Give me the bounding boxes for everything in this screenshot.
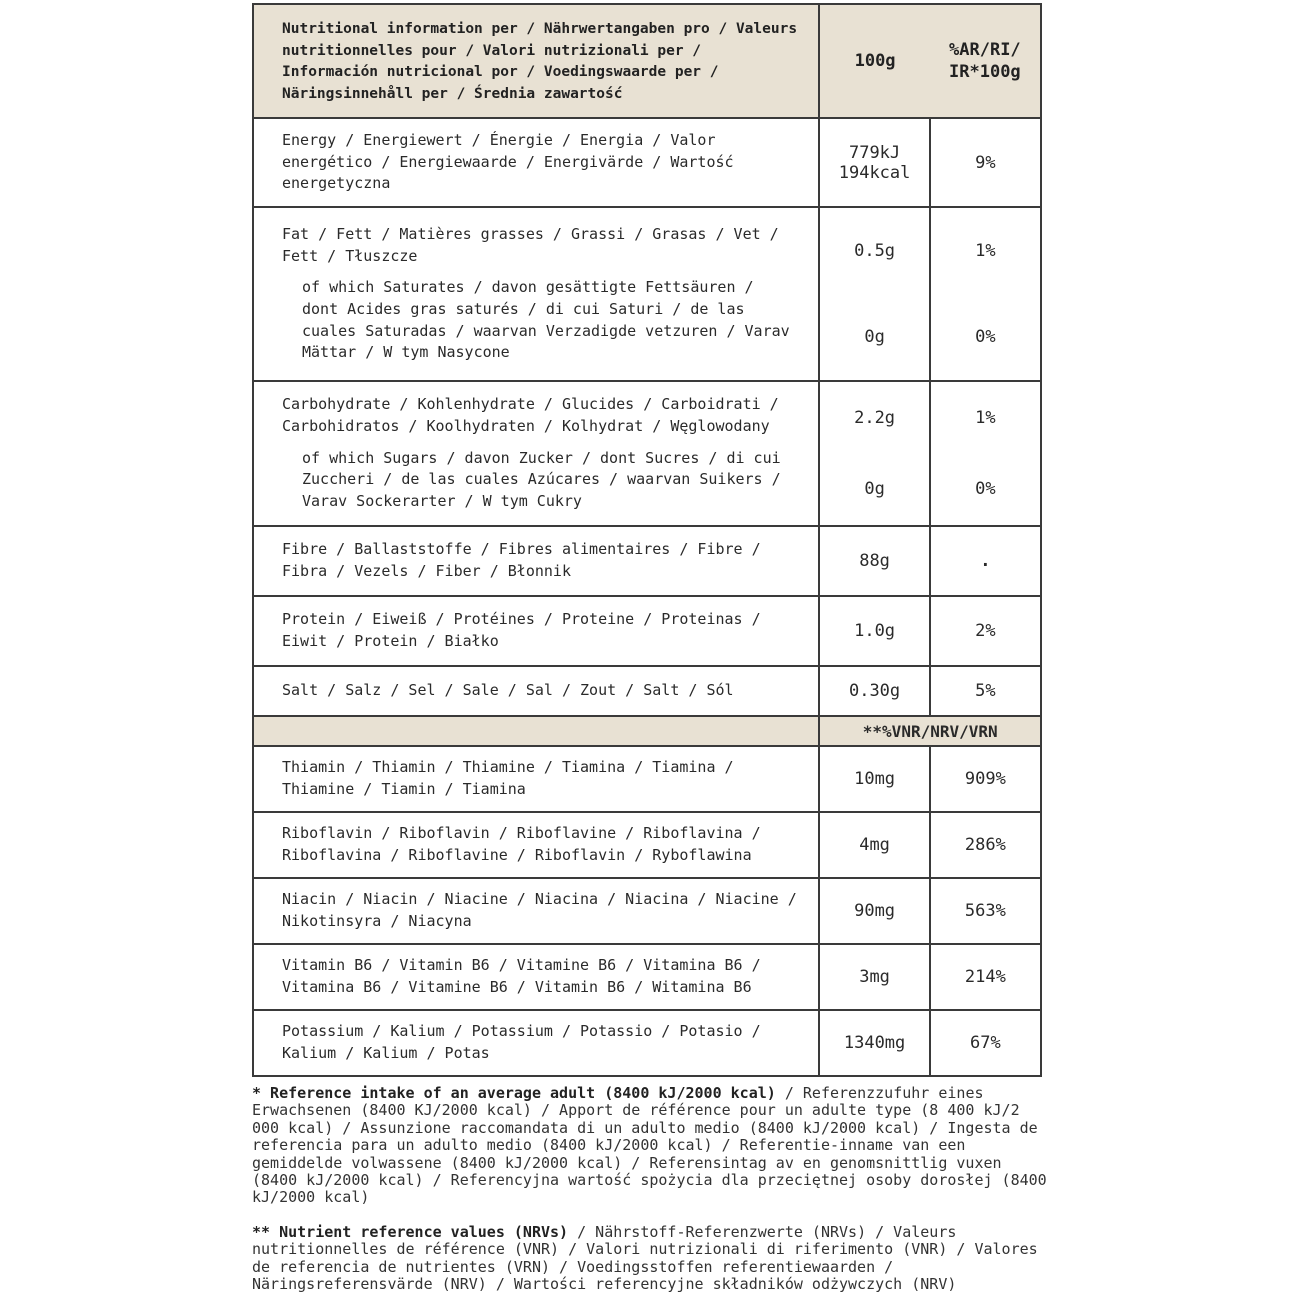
energy-kcal: 194kcal (838, 162, 911, 183)
protein-label: Protein / Eiweiß / Protéines / Proteine / Proteinas / Eiwit / Protein / Białko (282, 610, 761, 650)
sugars-label: of which Sugars / davon Zucker / dont Sucres / di cui Zuccheri / de las cuales Azúcares / waarvan Suikers / Varav Sockerarter / W tym Cukry (302, 448, 781, 511)
table-title: Nutritional information per / Nährwertangaben pro / Valeurs nutritionnelles pour / Valori nutrizionali per / Información nutricional por / Voedingswaarde per / Näringsinnehåll per / Średnia zawartość (282, 21, 798, 102)
fibre-row (253, 526, 1041, 596)
potassium-value: 1340mg (819, 1010, 929, 1076)
salt-value: 0.30g (819, 666, 929, 716)
fibre-ri: . (930, 526, 1041, 596)
protein-ri: 2% (930, 596, 1041, 666)
potassium-nrv: 67% (930, 1010, 1041, 1076)
vitamin-b6-label: Vitamin B6 / Vitamin B6 / Vitamine B6 / Vitamina B6 / Vitamina B6 / Vitamine B6 / Vitamin B6 / Witamina B6 (282, 956, 761, 996)
fat-row (253, 207, 1041, 381)
energy-ri: 9% (930, 118, 1041, 207)
fat-label: Fat / Fett / Matières grasses / Grassi / Grasas / Vet / Fett / Tłuszcze (282, 224, 779, 265)
energy-value (819, 118, 929, 207)
sugars-ri: 0% (975, 479, 996, 500)
fibre-value: 88g (819, 526, 929, 596)
protein-row (253, 596, 1041, 666)
energy-row (253, 118, 1041, 207)
carbohydrate-value: 2.2g (854, 407, 896, 428)
protein-value: 1.0g (819, 596, 929, 666)
nutrition-table (252, 3, 1042, 1077)
riboflavin-row (253, 812, 1041, 878)
thiamin-nrv: 909% (930, 746, 1041, 812)
saturates-ri: 0% (975, 327, 996, 347)
table-header-row (253, 4, 1041, 118)
saturates-label: of which Saturates / davon gesättigte Fettsäuren / dont Acides gras saturés / di cui Saturi / de las cuales Saturadas / waarvan Verzadigde vetzuren / Varav Mättar / W tym Nasycone (302, 278, 790, 362)
thiamin-row (253, 746, 1041, 812)
saturates-value: 0g (864, 327, 885, 347)
niacin-label: Niacin / Niacin / Niacine / Niacina / Niacina / Niacine / Nikotinsyra / Niacyna (282, 890, 797, 930)
fat-value: 0.5g (854, 241, 896, 261)
salt-row (253, 666, 1041, 716)
footnote-nrv (252, 1224, 1052, 1294)
carbohydrate-row (253, 381, 1041, 526)
niacin-nrv: 563% (930, 878, 1041, 944)
salt-ri: 5% (930, 666, 1041, 716)
sugars-value: 0g (864, 479, 885, 500)
vitamin-b6-value: 3mg (819, 944, 929, 1010)
niacin-row (253, 878, 1041, 944)
footnote-reference-intake (252, 1085, 1052, 1207)
col-100g-header: 100g (819, 4, 929, 118)
fibre-label: Fibre / Ballaststoffe / Fibres alimentaires / Fibre / Fibra / Vezels / Fiber / Błonnik (282, 540, 761, 580)
vitamins-header: **%VNR/NRV/VRN (819, 716, 1041, 746)
energy-label: Energy / Energiewert / Énergie / Energia / Valor energético / Energiewaarde / Energivärde / Wartość energetyczna (282, 130, 734, 193)
thiamin-label: Thiamin / Thiamin / Thiamine / Tiamina / Tiamina / Thiamine / Tiamin / Tiamina (282, 758, 734, 798)
footnote-ri-title: * Reference intake of an average adult (8400 kJ/2000 kcal) (252, 1084, 776, 1102)
footnote-nrv-title: ** Nutrient reference values (NRVs) (252, 1222, 569, 1241)
vitamin-b6-row (253, 944, 1041, 1010)
fat-ri: 1% (975, 241, 996, 261)
riboflavin-nrv: 286% (930, 812, 1041, 878)
footnotes (252, 1085, 1052, 1310)
footnote-ri-text: / Referenzzufuhr eines Erwachsenen (8400 KJ/2000 kcal) / Apport de référence pour un adulte type (8 400 kJ/2 000 kcal) / Assunzione raccomandata di un adulto medio (8400 kJ/2000 kcal) / Ingesta de referencia para un adulto medio (8400 kJ/2000 kcal) / Referentie-inname van een gemiddelde volwassene (8400 kJ/2000 kcal) / Referensintag av en genomsnittlig vuxen (8400 kJ/2000 kcal) / Referencyjna wartość spożycia dla przeciętnej osoby dorosłej (8400 kJ/2000 kcal) (252, 1084, 1047, 1207)
vitamins-header-row (253, 716, 1041, 746)
energy-kj: 779kJ (848, 142, 901, 163)
carbohydrate-label: Carbohydrate / Kohlenhydrate / Glucides / Carboidrati / Carbohidratos / Koolhydraten / Kolhydrat / Węglowodany (282, 395, 779, 435)
riboflavin-value: 4mg (819, 812, 929, 878)
riboflavin-label: Riboflavin / Riboflavin / Riboflavine / Riboflavina / Riboflavina / Riboflavine / Riboflavin / Ryboflawina (282, 824, 761, 864)
potassium-label: Potassium / Kalium / Potassium / Potassio / Potasio / Kalium / Kalium / Potas (282, 1022, 761, 1062)
vitamin-b6-nrv: 214% (930, 944, 1041, 1010)
nutrition-panel (252, 3, 1042, 1077)
thiamin-value: 10mg (819, 746, 929, 812)
potassium-row (253, 1010, 1041, 1076)
salt-label: Salt / Salz / Sel / Sale / Sal / Zout / Salt / Sól (282, 681, 734, 700)
footnote-nrv-text: / Nährstoff-Referenzwerte (NRVs) / Valeurs nutritionnelles de référence (VNR) / Valori nutrizionali di riferimento (VNR) / Valores de referencia de nutrientes (VRN) / Voedingsstoffen referentiewaarden / Näringsreferensvärde (NRV) / Wartości referencyjne składników odżywczych (NRV) (252, 1222, 1038, 1294)
carbohydrate-ri: 1% (975, 407, 996, 428)
niacin-value: 90mg (819, 878, 929, 944)
col-ri-header: %AR/RI/ IR*100g (930, 4, 1041, 118)
